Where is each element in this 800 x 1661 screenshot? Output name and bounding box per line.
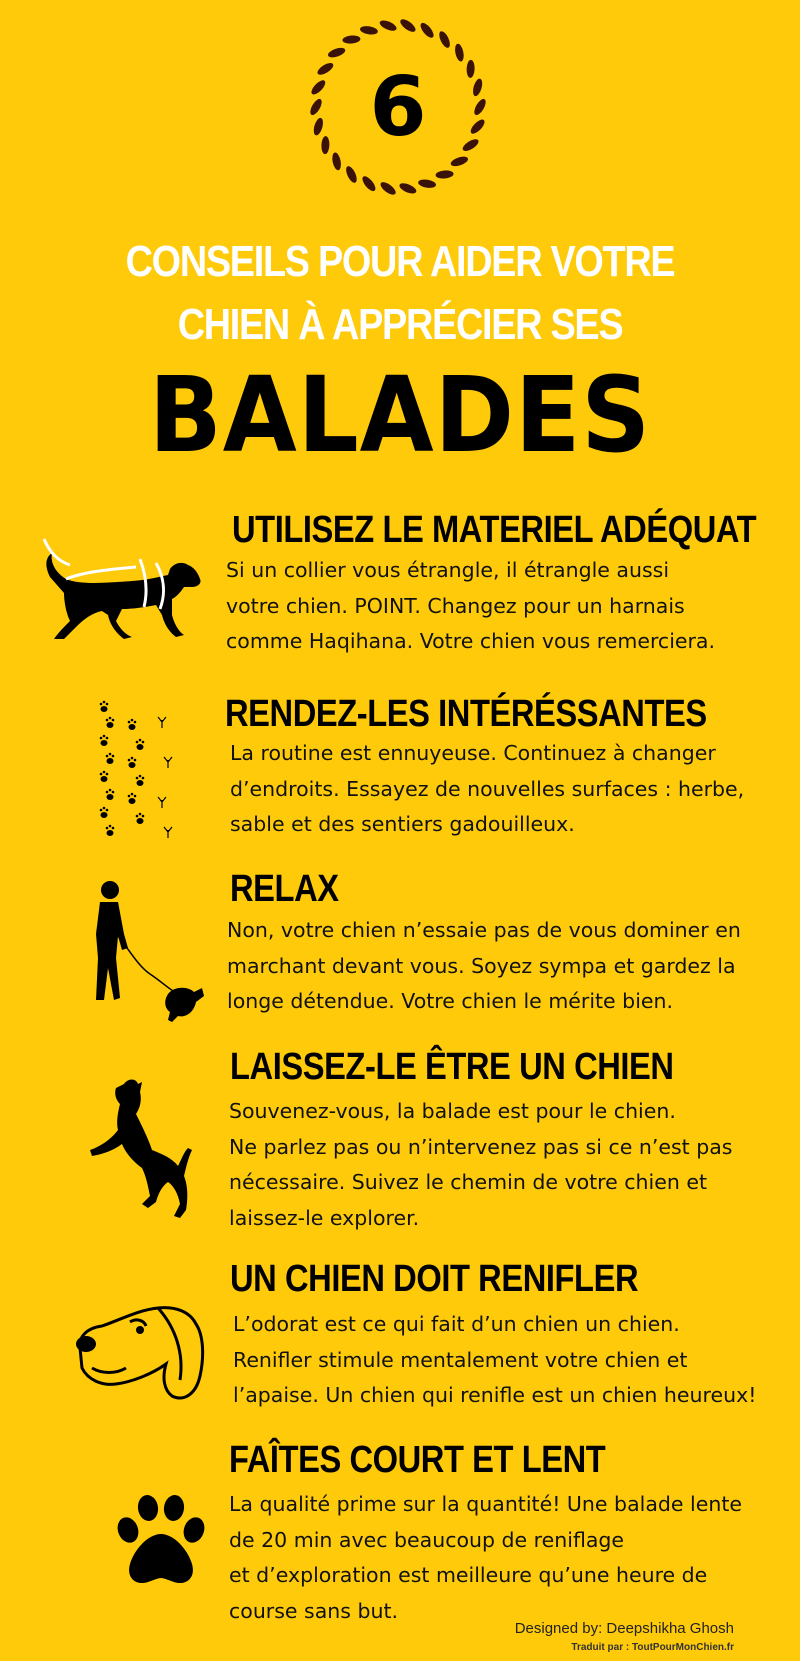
paw-track xyxy=(100,771,109,782)
page-title: BALADES xyxy=(148,354,652,476)
tip-line: votre chien. POINT. Changez pour un harnais xyxy=(226,593,685,618)
tip-line: L’odorat est ce qui fait d’un chien un chien. xyxy=(233,1312,680,1336)
tip-line: de 20 min avec beaucoup de reniflage xyxy=(229,1527,625,1552)
tip-heading: RENDEZ-LES INTÉRÉSSANTES xyxy=(225,693,707,735)
paw-track xyxy=(136,775,145,786)
paw-track xyxy=(128,719,137,730)
tip-line: comme Haqihana. Votre chien vous remerciera. xyxy=(226,629,716,653)
bird-track xyxy=(164,827,172,838)
tip-line: Non, votre chien n’essaie pas de vous dominer en xyxy=(227,918,741,942)
tip-body xyxy=(226,553,715,660)
paw-track xyxy=(100,735,109,746)
tip-line: nécessaire. Suivez le chemin de votre chien et xyxy=(229,1170,708,1194)
tip-line: laissez-le explorer. xyxy=(229,1205,420,1230)
tip-body xyxy=(230,736,744,843)
bird-track xyxy=(158,797,166,808)
tip-line: course sans but. xyxy=(229,1598,399,1623)
tip-line: longe détendue. Votre chien le mérite bien. xyxy=(227,989,674,1013)
paw-tracks-icon xyxy=(96,700,186,855)
tips-count: 6 xyxy=(369,59,427,155)
dog-harness-icon xyxy=(36,535,204,650)
tip-line: sable et des sentiers gadouilleux. xyxy=(230,812,575,836)
tip-line: Ne parlez pas ou n’intervenez pas si ce n’est pas xyxy=(229,1134,733,1159)
paw-track xyxy=(106,789,115,800)
tip-line: et d’exploration est meilleure qu’une heure de xyxy=(229,1563,708,1587)
number-badge xyxy=(303,12,493,202)
tip-body xyxy=(227,913,741,1020)
tip-line: La routine est ennuyeuse. Continuez à changer xyxy=(230,741,716,765)
subtitle-line-1: CONSEILS POUR AIDER VOTRE xyxy=(125,237,675,286)
tip-heading: LAISSEZ-LE ÊTRE UN CHIEN xyxy=(230,1046,674,1088)
tip-heading: UN CHIEN DOIT RENIFLER xyxy=(230,1258,639,1300)
dog-head-icon xyxy=(72,1298,212,1413)
tip-line: Souvenez-vous, la balade est pour le chien. xyxy=(229,1099,676,1123)
translator-credit: Traduit par : ToutPourMonChien.fr xyxy=(571,1642,734,1653)
tip-body xyxy=(229,1487,742,1629)
designer-credit: Designed by: Deepshikha Ghosh xyxy=(514,1620,734,1637)
tip-heading: UTILISEZ LE MATERIEL ADÉQUAT xyxy=(232,509,757,551)
subtitle-line-2: CHIEN À APPRÉCIER SES xyxy=(177,300,623,349)
bird-track xyxy=(158,717,166,728)
paw-track xyxy=(136,739,145,750)
tip-line: Renifler stimule mentalement votre chien et xyxy=(233,1347,688,1372)
person-walking-dog-icon xyxy=(78,878,208,1033)
paw-track xyxy=(106,825,115,836)
paw-print-icon xyxy=(116,1494,206,1591)
paw-track xyxy=(128,793,137,804)
paw-track xyxy=(106,753,115,764)
bird-track xyxy=(164,757,172,768)
tip-line: Si un collier vous étrangle, il étrangle aussi xyxy=(226,558,670,582)
subtitle xyxy=(56,230,744,356)
tip-heading: RELAX xyxy=(230,868,339,910)
paw-track xyxy=(100,701,109,712)
tip-heading: FAÎTES COURT ET LENT xyxy=(229,1439,606,1481)
tip-line: La qualité prime sur la quantité! Une balade lente xyxy=(229,1492,742,1516)
jumping-dog-icon xyxy=(88,1078,198,1228)
tip-line: marchant devant vous. Soyez sympa et gardez la xyxy=(227,953,736,978)
tip-line: l’apaise. Un chien qui renifle est un chien heureux! xyxy=(233,1383,757,1407)
paw-track xyxy=(100,807,109,818)
tip-body xyxy=(233,1307,756,1414)
paw-track xyxy=(128,757,137,768)
paw-track xyxy=(136,813,145,824)
tip-line: d’endroits. Essayez de nouvelles surfaces : herbe, xyxy=(230,776,745,801)
paw-track xyxy=(106,717,115,728)
tip-body xyxy=(229,1094,732,1236)
